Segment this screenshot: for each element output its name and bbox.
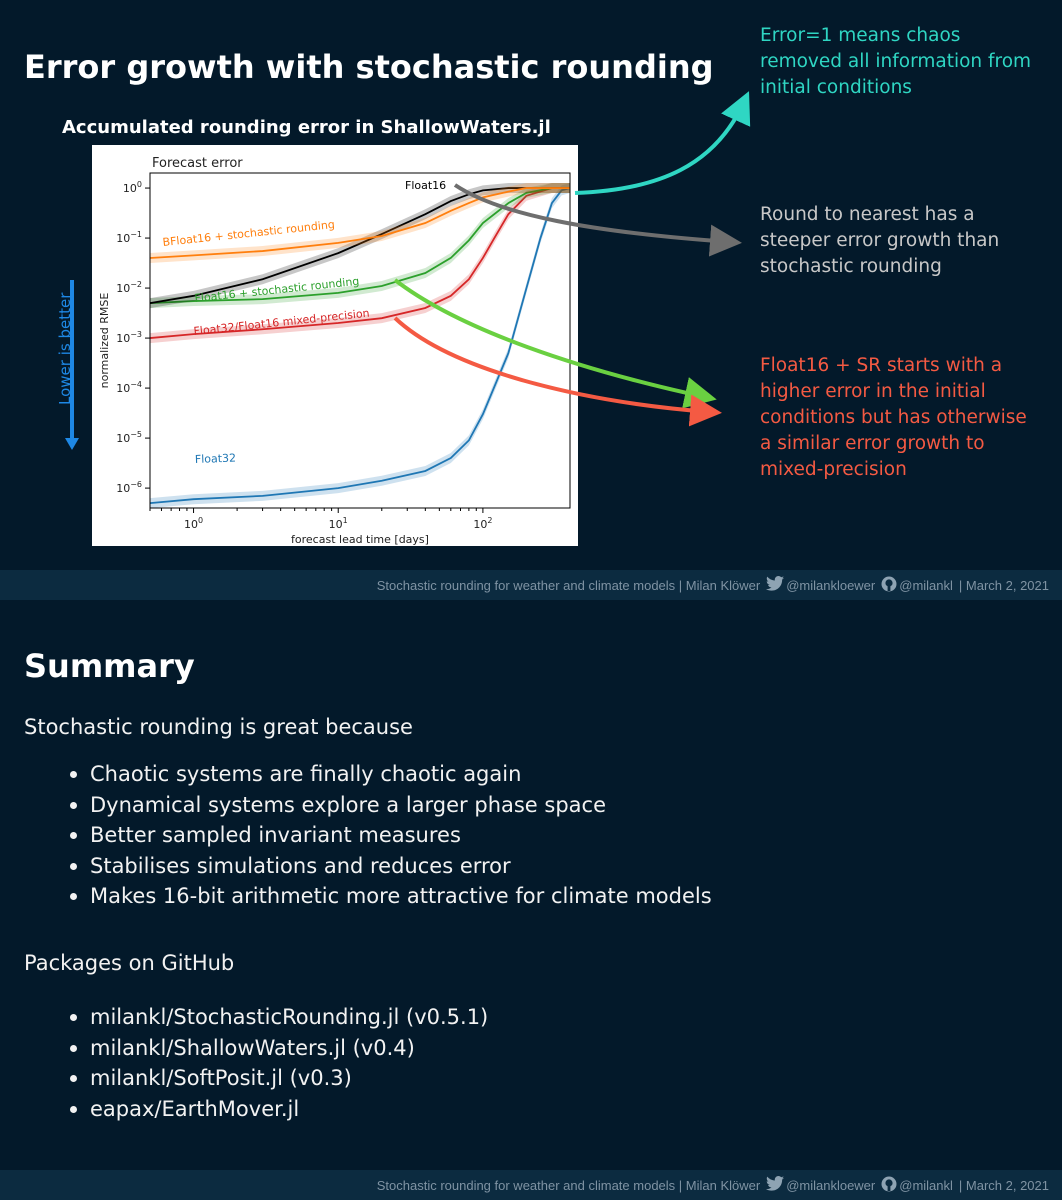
slide-title: Summary [24,647,195,685]
packages-list [68,1002,488,1124]
series-label-3: Float16 [405,179,447,192]
packages-heading: Packages on GitHub [24,951,235,975]
list-item: Better sampled invariant measures [68,820,712,851]
series-band-4 [150,183,570,263]
figure-caption: Accumulated rounding error in ShallowWaters.jl [62,117,551,138]
list-item: Chaotic systems are finally chaotic again [68,759,712,790]
footer-date: | March 2, 2021 [958,1177,1049,1193]
slide-footer [0,570,1062,600]
annotation-float16-sr: Float16 + SR starts with a higher error in the initial conditions but has otherwise a similar error growth to mixed-precision [760,355,1027,480]
annotation-chaos: Error=1 means chaos removed all information from initial conditions [760,25,1032,98]
lower-is-better-label: Lower is better [56,292,74,405]
package-item[interactable]: eapax/EarthMover.jl [68,1094,488,1125]
forecast-error-chart [92,145,578,546]
annotation-round-to-nearest: Round to nearest has a steeper error growth than stochastic rounding [760,204,1000,277]
chart-svg [92,145,578,546]
x-tick-label-0: $10^0$ [184,516,204,531]
github-icon [881,576,897,595]
y-tick-label-1: $10^{-1}$ [116,230,142,246]
y-axis-label: normalized RMSE [98,292,111,389]
y-tick-label-2: $10^{-2}$ [116,280,142,296]
teal-arrow [575,102,744,193]
series-label-2: Float16 + stochastic rounding [193,274,360,305]
y-tick-label-3: $10^{-3}$ [116,330,142,346]
y-tick-label-5: $10^{-5}$ [116,430,142,446]
y-tick-label-6: $10^{-6}$ [116,480,142,496]
summary-intro: Stochastic rounding is great because [24,715,413,739]
slide-footer [0,1170,1062,1200]
github-icon [881,1176,897,1195]
slide-title: Error growth with stochastic rounding [24,48,714,86]
lower-is-better-indicator [40,280,90,450]
footer-talk: Stochastic rounding for weather and climate models | Milan Klöwer [376,577,761,593]
footer-talk: Stochastic rounding for weather and climate models | Milan Klöwer [376,1177,761,1193]
y-tick-label-4: $10^{-4}$ [116,380,142,396]
x-axis-label: forecast lead time [days] [291,533,429,546]
list-item: Stabilises simulations and reduces error [68,851,712,882]
footer-twitter-handle[interactable]: @milankloewer [786,577,876,593]
list-item: Dynamical systems explore a larger phase space [68,790,712,821]
chart-title: Forecast error [152,156,243,171]
slide-error-growth [0,0,1062,570]
footer-twitter-handle[interactable]: @milankloewer [786,1177,876,1193]
slide-summary [0,600,1062,1170]
down-arrow-head-icon [65,438,79,450]
twitter-icon [766,1176,784,1194]
x-tick-label-2: $10^2$ [473,516,493,531]
series-label-0: Float32 [194,451,237,466]
footer-github-handle[interactable]: @milankl [899,1177,953,1193]
package-item[interactable]: milankl/SoftPosit.jl (v0.3) [68,1063,488,1094]
footer-github-handle[interactable]: @milankl [899,577,953,593]
y-tick-label-0: $10^0$ [122,180,142,196]
reasons-list [68,759,712,912]
package-item[interactable]: milankl/ShallowWaters.jl (v0.4) [68,1033,488,1064]
list-item: Makes 16-bit arithmetic more attractive for climate models [68,881,712,912]
package-item[interactable]: milankl/StochasticRounding.jl (v0.5.1) [68,1002,488,1033]
twitter-icon [766,576,784,594]
x-tick-label-1: $10^1$ [328,516,348,531]
series-label-4: BFloat16 + stochastic rounding [161,217,336,249]
footer-date: | March 2, 2021 [958,577,1049,593]
series-label-1: Float32/Float16 mixed-precision [192,306,371,338]
lower-is-better-svg [40,280,90,450]
